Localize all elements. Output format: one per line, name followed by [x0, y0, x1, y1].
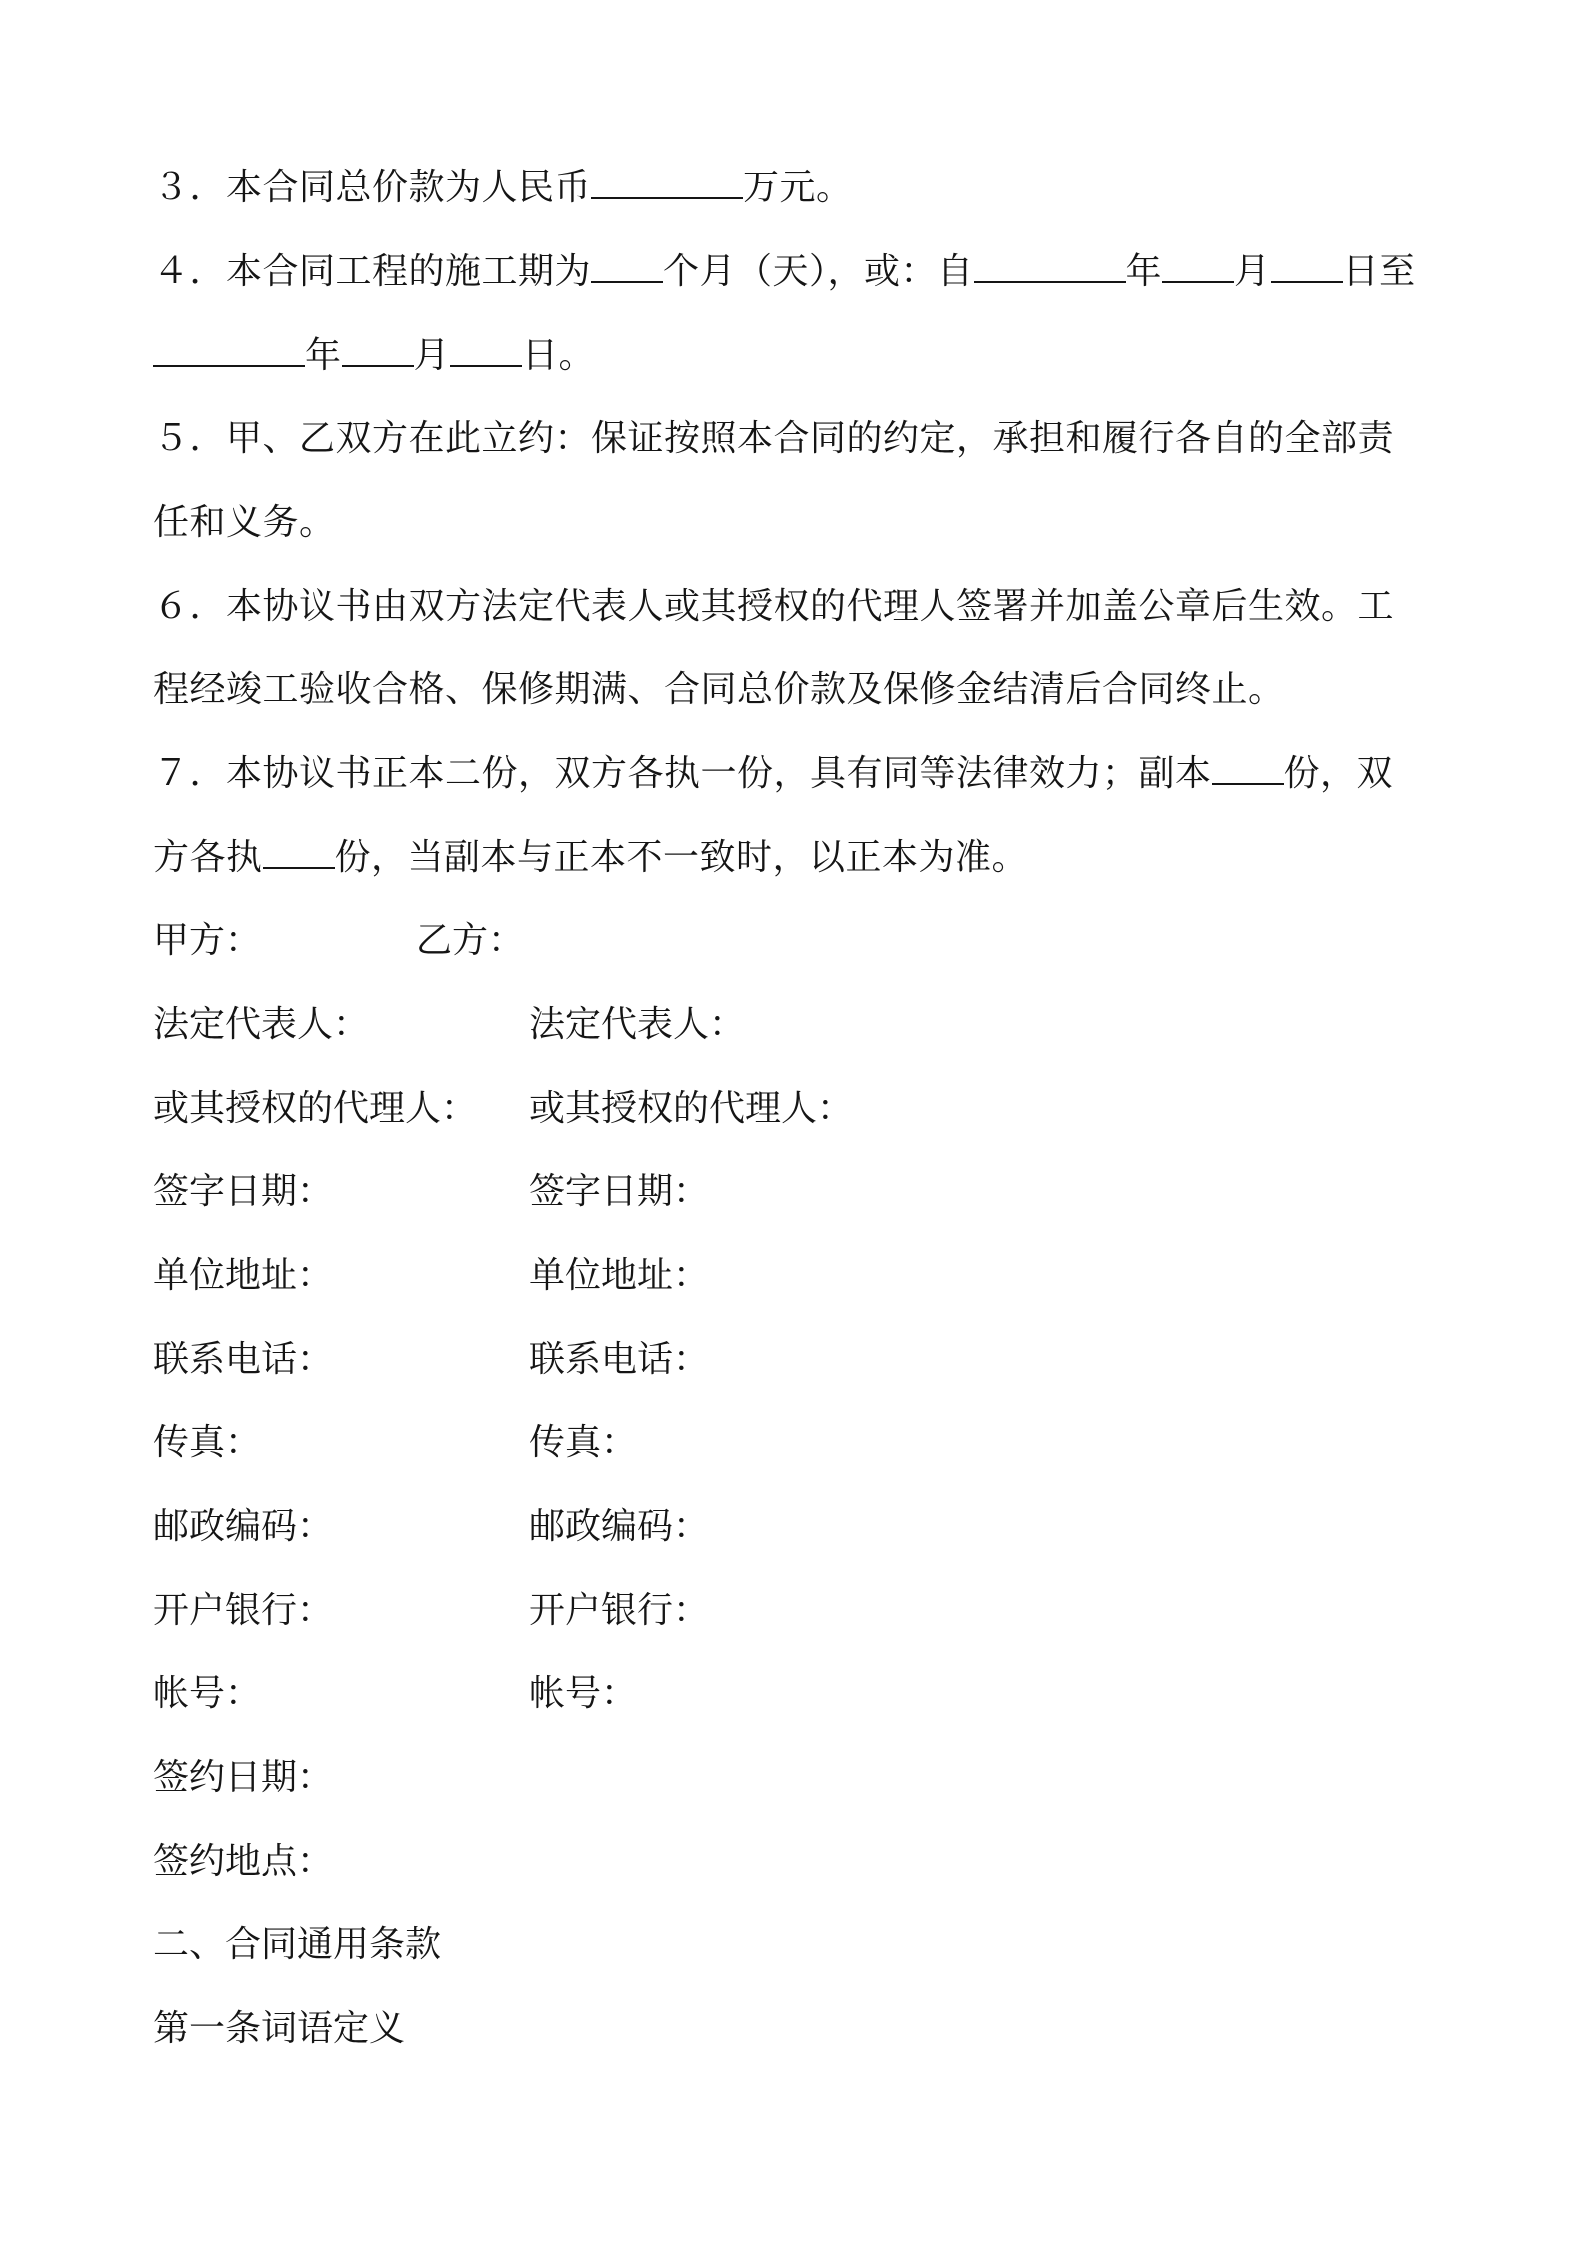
end-day-blank: [450, 335, 522, 367]
sig-right-sign-date: 签字日期：: [529, 1171, 710, 1212]
clause-7-text-c: 方各执: [153, 837, 263, 878]
sig-right-fax: 传真：: [529, 1422, 638, 1463]
clause-6-line-2: 程经竣工验收合格、保修期满、合同总价款及保修金结清后合同终止。: [153, 669, 1285, 710]
clause-4-end-day-label: 日。: [522, 335, 596, 376]
contract-sign-date: 签约日期：: [153, 1757, 334, 1798]
sig-right-account: 帐号：: [529, 1673, 638, 1714]
copies-blank: [1212, 753, 1284, 785]
clause-4-end-year-label: 年: [305, 335, 342, 376]
start-year-blank: [974, 251, 1126, 283]
sig-right-agent: 或其授权的代理人：: [529, 1088, 854, 1129]
clause-4-day-label: 日至: [1342, 251, 1416, 292]
start-day-blank: [1271, 251, 1343, 283]
clause-4-text: ４．本合同工程的施工期为: [153, 251, 592, 292]
sig-left-address: 单位地址：: [153, 1255, 334, 1296]
clause-4-end-month-label: 月: [413, 335, 451, 376]
each-copies-blank: [263, 837, 335, 869]
clause-5-line-2: 任和义务。: [153, 502, 336, 543]
clause-7-line-1: [153, 752, 1393, 796]
amount-blank: [591, 167, 743, 199]
clause-7-text-b: 份，双: [1283, 753, 1394, 794]
start-month-blank: [1162, 251, 1234, 283]
article-heading: 第一条词语定义: [153, 2008, 406, 2049]
sig-left-legal-rep: 法定代表人：: [153, 1004, 370, 1045]
end-month-blank: [342, 335, 414, 367]
sig-right-legal-rep: 法定代表人：: [529, 1004, 746, 1045]
clause-4-line-1: [153, 250, 1416, 294]
clause-4-year-label: 年: [1125, 251, 1163, 292]
clause-7-text: ７．本协议书正本二份，双方各执一份，具有同等法律效力；副本: [153, 753, 1212, 794]
clause-3-text: ３．本合同总价款为人民币: [153, 167, 592, 208]
party-a-label: 甲方：: [153, 920, 262, 961]
contract-sign-place: 签约地点：: [153, 1841, 334, 1882]
sig-right-address: 单位地址：: [529, 1255, 710, 1296]
sig-left-bank: 开户银行：: [153, 1590, 334, 1631]
clause-3: [153, 166, 853, 210]
clause-4-text-b: 个月（天），或：自: [663, 251, 974, 292]
months-blank: [591, 251, 663, 283]
clause-4-month-label: 月: [1234, 251, 1271, 292]
sig-left-phone: 联系电话：: [153, 1339, 334, 1380]
clause-7-text-d: 份，当副本与正本不一致时，以正本为准。: [334, 837, 1029, 878]
sig-right-bank: 开户银行：: [529, 1590, 710, 1631]
sig-left-account: 帐号：: [153, 1673, 262, 1714]
sig-left-postcode: 邮政编码：: [153, 1506, 334, 1547]
sig-left-agent: 或其授权的代理人：: [153, 1088, 478, 1129]
sig-left-sign-date: 签字日期：: [153, 1171, 334, 1212]
sig-right-postcode: 邮政编码：: [529, 1506, 710, 1547]
party-b-label: 乙方：: [416, 920, 525, 961]
clause-5-line-1: ５．甲、乙双方在此立约：保证按照本合同的约定，承担和履行各自的全部责: [153, 418, 1395, 459]
end-year-blank: [153, 335, 305, 367]
clause-3-unit: 万元。: [743, 167, 853, 208]
sig-left-fax: 传真：: [153, 1422, 262, 1463]
clause-6-line-1: ６．本协议书由双方法定代表人或其授权的代理人签署并加盖公章后生效。工: [153, 586, 1395, 627]
clause-4-line-2: [153, 334, 595, 378]
sig-right-phone: 联系电话：: [529, 1339, 710, 1380]
clause-7-line-2: [153, 836, 1028, 880]
section-heading: 二、合同通用条款: [153, 1924, 442, 1965]
